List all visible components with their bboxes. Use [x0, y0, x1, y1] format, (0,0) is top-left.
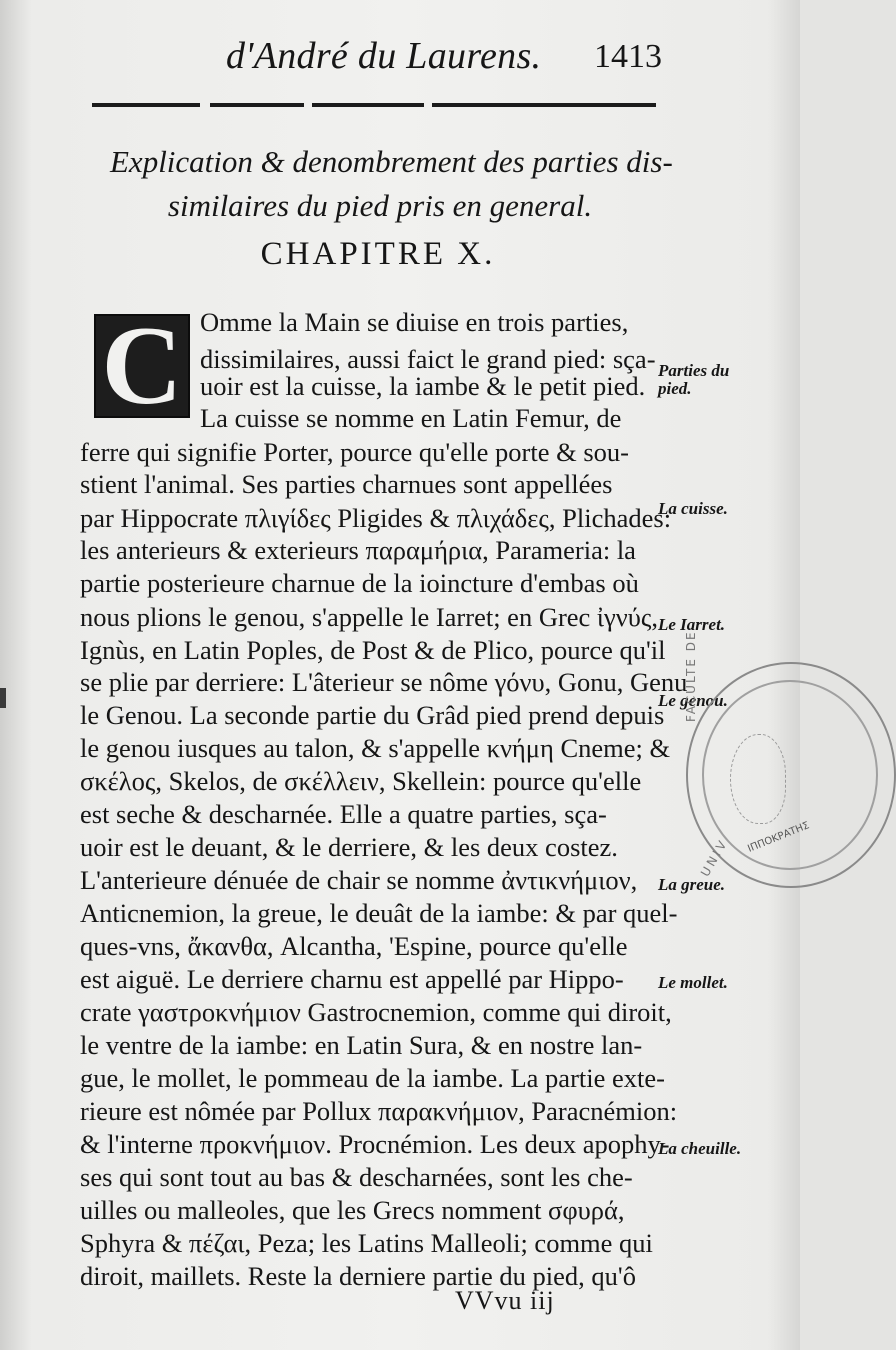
running-head: d'André du Laurens.	[226, 35, 542, 77]
text-line: Ignùs, en Latin Poples, de Post & de Plico, pource qu'il	[80, 635, 666, 665]
margin-note: Le Iarret.	[658, 615, 726, 634]
margin-note: La greue.	[658, 875, 726, 894]
text-line: stient l'animal. Ses parties charnues sont appellées	[80, 469, 613, 499]
text-line: ferre qui signifie Porter, pource qu'elle porte & sou-	[80, 437, 629, 467]
text-line: nous plions le genou, s'appelle le Iarret; en Grec ἰγνύς,	[80, 602, 658, 632]
text-line: L'anterieure dénuée de chair se nomme ἀντικνήμιον,	[80, 865, 638, 895]
stamp-side-text: FACULTE DE	[684, 630, 698, 722]
margin-note: La cuisse.	[658, 499, 728, 518]
text-line: Sphyra & πέζαι, Peza; les Latins Malleoli; comme qui	[80, 1228, 653, 1258]
text-line: uoir est la cuisse, la iambe & le petit pied.	[200, 371, 646, 401]
library-stamp	[676, 630, 811, 888]
text-line: diroit, maillets. Reste la derniere partie du pied, qu'ô	[80, 1261, 636, 1291]
margin-note: Le genou.	[658, 691, 728, 710]
header-rule-segment	[312, 103, 424, 107]
text-line: se plie par derriere: L'âterieur se nôme γόνυ, Gonu, Genu	[80, 667, 688, 697]
page-number: 1413	[594, 38, 662, 75]
text-line: rieure est nômée par Pollux παρακνήμιον, Paracnémion:	[80, 1096, 678, 1126]
text-line: La cuisse se nomme en Latin Femur, de	[200, 403, 622, 433]
header-rule-segment	[432, 103, 656, 107]
text-line: ques-vns, ἄκανθα, Alcantha, 'Espine, pource qu'elle	[80, 931, 628, 961]
text-line: les anterieurs & exterieurs παραμήρια, Parameria: la	[80, 535, 636, 565]
text-line: Omme la Main se diuise en trois parties,	[200, 307, 629, 337]
text-line: par Hippocrate πλιγίδες Pligides & πλιχάδες, Plichades:	[80, 503, 672, 533]
margin-note: La cheuille.	[658, 1139, 742, 1158]
text-line: Anticnemion, la greue, le deuât de la iambe: & par quel-	[80, 898, 678, 928]
margin-note: Parties du pied.	[658, 361, 730, 398]
ornamental-drop-cap	[94, 304, 190, 428]
title-line: Explication & denombrement des parties dis-	[110, 144, 673, 179]
text-line: le ventre de la iambe: en Latin Sura, & en nostre lan-	[80, 1030, 643, 1060]
stamp-portrait-icon	[730, 734, 786, 824]
text-line: gue, le mollet, le pommeau de la iambe. La partie exte-	[80, 1063, 665, 1093]
page-edge-mark	[0, 688, 6, 708]
text-line: ses qui sont tout au bas & descharnées, sont les che-	[80, 1162, 633, 1192]
text-line: crate γαστροκνήμιον Gastrocnemion, comme qui diroit,	[80, 997, 672, 1027]
header-rule-segment	[92, 103, 200, 107]
stamp-side-text-lower: UNIV	[698, 836, 731, 879]
section-title	[110, 140, 673, 228]
text-line: le Genou. La seconde partie du Grâd pied prend depuis	[80, 700, 665, 730]
header-rule-segment	[210, 103, 304, 107]
page-header	[0, 28, 800, 78]
text-line: & l'interne προκνήμιον. Procnémion. Les deux apophy-	[80, 1129, 670, 1159]
title-line: similaires du pied pris en general.	[167, 188, 593, 223]
text-line: est seche & descharnée. Elle a quatre parties, sça-	[80, 799, 607, 829]
text-line: est aiguë. Le derriere charnu est appellé par Hippo-	[80, 964, 624, 994]
text-line: partie posterieure charnue de la ioincture d'embas où	[80, 568, 639, 598]
drop-cap-letter: C	[101, 304, 183, 428]
text-line: uoir est le deuant, & le derriere, & les deux costez.	[80, 832, 618, 862]
chapter-heading: CHAPITRE X.	[260, 236, 496, 272]
text-line: uilles ou malleoles, que les Grecs nomment σφυρά,	[80, 1195, 625, 1225]
text-line: dissimilaires, aussi faict le grand pied: sça-	[200, 344, 656, 374]
signature-mark: VVvu iij	[455, 1286, 555, 1315]
text-line: σκέλος, Skelos, de σκέλλειν, Skellein: pource qu'elle	[80, 766, 642, 796]
margin-note: Le mollet.	[658, 973, 728, 992]
stamp-inner-text: ΙΠΠΟΚΡΑΤΗΣ	[746, 820, 811, 855]
text-line: le genou iusques au talon, & s'appelle κνήμη Cneme; &	[80, 733, 671, 763]
